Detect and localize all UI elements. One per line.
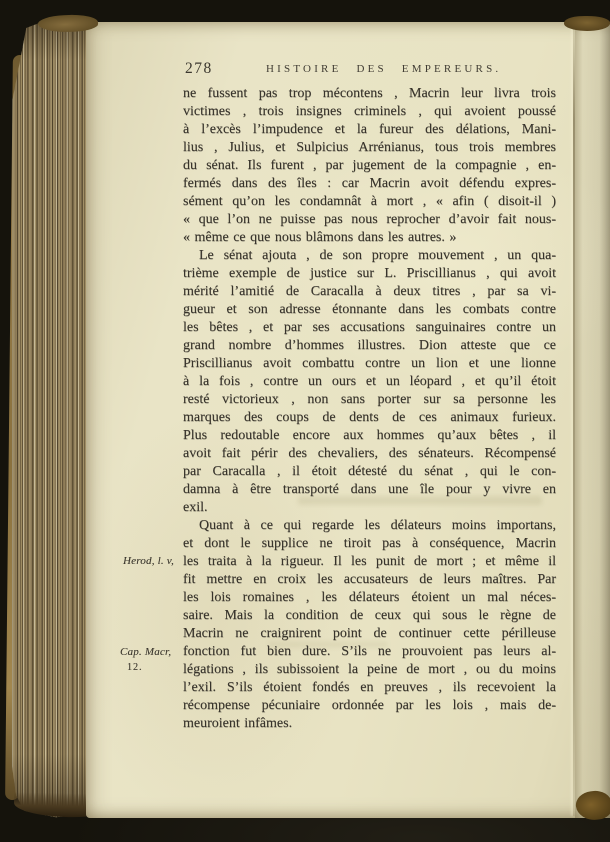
text-line: fermés dans des îles : car Macrin avoit défendu expres-	[183, 176, 556, 191]
text-line: exil.	[183, 500, 208, 515]
book-page-edges	[12, 20, 96, 818]
text-line: à la fois , contre un ours et un léopard , et qu’il étoit	[183, 374, 556, 389]
text-line: avoit fait périr des chevaliers, des sénateurs. Récompensé	[183, 446, 556, 461]
text-line: marques des coups de dents de ces animaux furieux.	[183, 410, 556, 425]
text-line: les traita à la rigueur. Il les punit de mort ; et même il	[183, 554, 556, 569]
text-line: les lois romaines , les délateurs étoient un mal néces-	[183, 590, 556, 605]
text-line: ne fussent pas trop mécontens , Macrin leur livra trois	[183, 86, 556, 101]
text-line: gueur et son adresse étonnante dans les combats contre	[183, 302, 556, 317]
text-line: mérité l’amitié de Caracalla à deux titres , par sa vi-	[183, 284, 556, 299]
text-line: par Caracalla , il étoit détesté du sénat , qui le con-	[183, 464, 556, 479]
margin-note-capitolinus: Cap. Macr,	[120, 646, 172, 658]
text-line: « même ce que nous blâmons dans les autres. »	[183, 230, 457, 245]
text-line: Quant à ce qui regarde les délateurs moins importans,	[199, 518, 556, 533]
text-line: l’exil. S’ils étoient fondés en preuves , ils recevoient la	[183, 680, 556, 695]
text-line: meuroient infâmes.	[183, 716, 293, 731]
text-line: Plus redoutable encore aux hommes qu’aux bêtes , il	[183, 428, 556, 443]
page-crease	[573, 24, 575, 816]
text-line: resté victorieux , non sans porter sur sa personne les	[183, 392, 556, 407]
margin-note-chapter-number: 12.	[127, 662, 143, 673]
text-line: fit mettre en croix les accusateurs de leurs maîtres. Par	[183, 572, 556, 587]
margin-note-herodian: Herod, l. v,	[123, 555, 174, 567]
text-line: « que l’on ne puisse pas nous reprocher d’avoir fait nous-	[183, 212, 556, 227]
text-block	[183, 85, 556, 733]
text-line: lius , Julius, et Sulpicius Arrénianus, tous trois membres	[183, 140, 556, 155]
text-line: saire. Mais la condition de ceux qui sous le règne de	[183, 608, 556, 623]
text-line: les bêtes , et par ses accusations sanguinaires contre un	[183, 320, 556, 335]
text-line: grand nombre d’hommes illustres. Dion atteste que ce	[183, 338, 556, 353]
text-line: damna à être transporté dans une île pour y vivre en	[183, 482, 556, 497]
text-line: Macrin ne craignirent point de continuer cette périlleuse	[183, 626, 556, 641]
running-head	[183, 60, 556, 80]
text-line: et dont le supplice ne tiroit pas à conséquence, Macrin	[183, 536, 556, 551]
text-line: victimes , trois insignes criminels , qui avoient poussé	[183, 104, 556, 119]
text-line: sément qu’on les condamnât à mort , « afin ( disoit-il )	[183, 194, 556, 209]
text-line: fonction fut bien dure. S’ils ne prouvoient pas leurs al-	[183, 644, 556, 659]
running-title: HISTOIRE DES EMPEREURS.	[266, 63, 502, 75]
text-line: Priscillianus avoit combattu contre un lion et une lionne	[183, 356, 556, 371]
text-line: récompense pécuniaire ordonnée par les lois , mais de-	[183, 698, 556, 713]
text-line: trième exemple de justice sur L. Priscillianus , qui avoit	[183, 266, 556, 281]
text-line: du sénat. Ils furent , par jugement de la compagnie , en-	[183, 158, 556, 173]
text-line: à l’excès l’impudence et la fureur des délations, Mani-	[183, 122, 556, 137]
page-number: 278	[185, 60, 213, 77]
text-line: Le sénat ajouta , de son propre mouvement , un qua-	[199, 248, 556, 263]
page-gutter-shade	[575, 22, 610, 818]
text-line: légations , ils subissoient la peine de mort , ou du moins	[183, 662, 556, 677]
